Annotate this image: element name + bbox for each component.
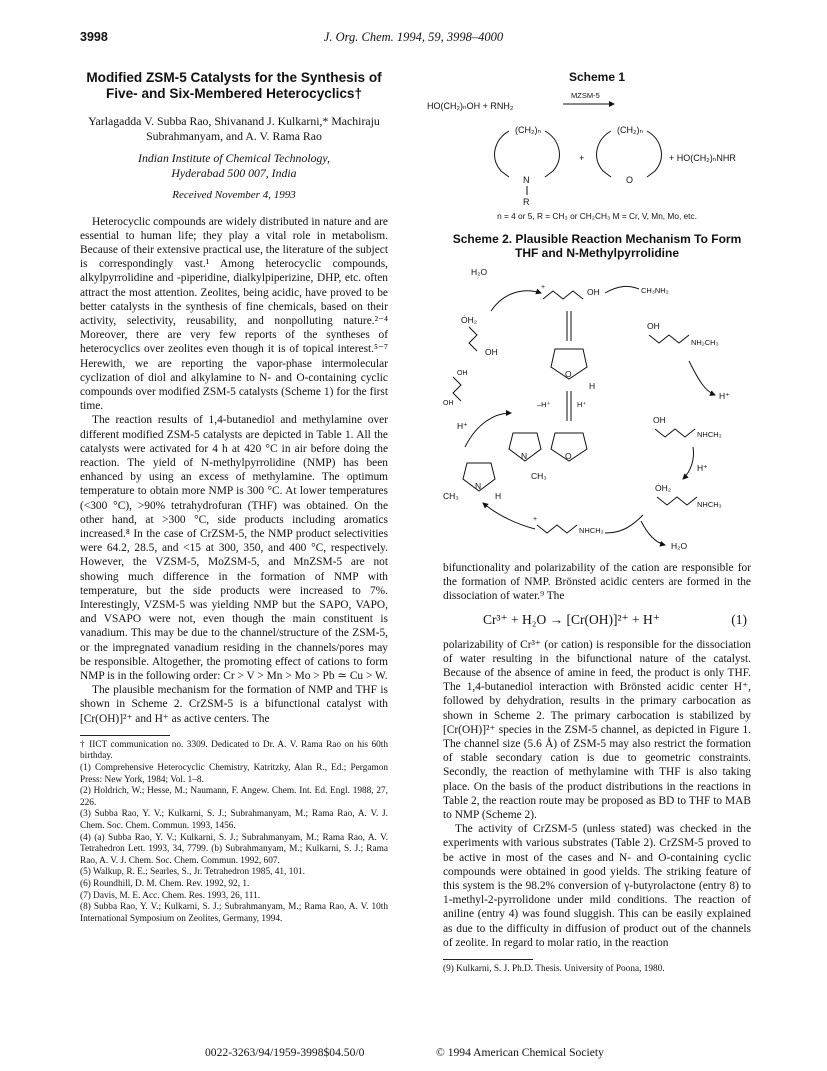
scheme1-catalyst: MZSM-5 xyxy=(571,90,600,100)
s2-chain-right-mid xyxy=(655,429,695,437)
institution-line-2: Hyderabad 500 007, India xyxy=(171,165,297,180)
s2-oh-left: OH xyxy=(485,346,498,357)
s2-h2o-bottom: H₂O xyxy=(671,540,688,551)
s2-oh-right: OH xyxy=(647,320,660,331)
footnote: (7) Davis, M. E. Acc. Chem. Res. 1993, 26, 111. xyxy=(80,890,261,901)
s2-oxonium-h: H xyxy=(589,380,596,391)
page-number: 3998 xyxy=(80,30,108,44)
body-paragraph: The reaction results of 1,4-butanediol and methylamine over different modified ZSM-5 catalysts are depicted in Table 1. All the catalysts were activated for 4 h at 420 °C in air before doing the reaction. The yield of N-methylpyrrolidine (NMP) has been enhanced by using an excess of methylamine. The optimum temperature to obtain more NMP is 300 °C. At lower temperatures (<300 °C), >90% tetrahydrofuran (THF) was obtained. On the other hand, at >300 °C, side products including aromatics increased.⁸ In the case of CrZSM-5, the NMP product selectivities were 64.2, 28.5, and <15 at 300, 350, and 400 °C, respectively. However, the VZSM-5, MoZSM-5, and MnZSM-5 are not showing much difference in the formation of NMP with temperature, but the side products were increased to 7%. Interestingly, VZSM-5 was yielding NMP but the SAPO, VAPO, and VSAPO were not, even though the main constituent is vanadium. This may be due to the channel/structure of the ZSM-5, or the impregnated vanadium residing in the channels/pores may be responsible. Altogether, the promoting effect of cations to form NMP is in the following order: Cr > V > Mn > Mo > Pb ≃ Cu > W. xyxy=(80,414,388,683)
s2-oxonium-o: O xyxy=(565,368,572,379)
s2-oh-left-mid-2: OH xyxy=(443,399,454,407)
footnote-divider xyxy=(443,959,533,960)
scheme1-ring-o-left xyxy=(597,131,611,177)
article-authors: Yarlagadda V. Subba Rao, Shivanand J. Kulkarni,* Machiraju Subrahmanyam, and A. V. Rama Rao xyxy=(88,114,380,143)
s2-plus-bottom: + xyxy=(533,515,538,523)
scheme1-ring-n-right xyxy=(545,131,559,177)
scheme1-ring-n-left xyxy=(495,131,509,177)
institution-line-1: Indian Institute of Chemical Technology, xyxy=(138,151,330,166)
body-paragraph: polarizability of Cr³⁺ (or cation) is responsible for the dissociation of water resulting in the bifunctional nature of the catalyst. Because of the absence of amine in feed, the product is only THF. The 1,4-butanediol interaction with Brönsted acidic center H⁺, followed by dehydration, results in the primary carbocation as shown in Scheme 2. The primary carbocation is stabilized by [Cr(OH)]²⁺ species in the ZSM-5 channel, as depicted in Figure 1. The channel size (5.6 Å) of ZSM-5 may also restrict the formation of stable secondary cation is due to geometric constraints. Secondly, the reaction of methylamine with THF is also taking place. On the basis of the product distributions in the reactions in Table 2, the reaction route may be proposed as BD to THF to MAB to NMP (Scheme 2). xyxy=(443,638,751,821)
s2-oh-left-mid: OH xyxy=(457,369,468,377)
received-date: Received November 4, 1993 xyxy=(172,189,296,202)
s2-arrow-top-right xyxy=(605,286,639,293)
s2-nh2ch3: NH₂CH₃ xyxy=(691,337,719,347)
right-column xyxy=(427,70,751,976)
body-paragraph: bifunctionality and polarizability of the cation are responsible for the formation of NMP. Brönsted acidic centers are formed in the dissociation of water.⁹ The xyxy=(443,561,751,603)
scheme1-reactants: HO(CH₂)ₙOH + RNH₂ xyxy=(427,100,514,111)
body-paragraph: The activity of CrZSM-5 (unless stated) was checked in the experiments with various substrates (Table 2). CrZSM-5 proved to be active in most of the cases and N- and O-containing cyclic compounds were obtained in good yields. The striking feature of this system is the 98.2% conversion of γ-butyrolactone (entry 8) to 1-methyl-2-pyrrolidone under mild conditions. The reaction of aniline (entry 4) was found sluggish. This can be easily explained as due to the difficulty in diffusion of product out of the channels of zeolite. In regard to molar ratio, in the reaction xyxy=(443,823,751,949)
s2-h2o-top: H₂O xyxy=(471,266,488,277)
scheme1-n-atom: N xyxy=(523,174,530,185)
equation-number: (1) xyxy=(731,612,747,628)
scheme1-ring-label: (CH₂)ₙ xyxy=(617,124,644,135)
s2-oh2-bottom: ȮH₂ xyxy=(655,482,672,493)
s2-nhch3-bottom: NHCH₃ xyxy=(579,525,604,535)
s2-nmp-n: N xyxy=(521,450,528,461)
s2-nhch3-right: NHCH₃ xyxy=(697,429,722,439)
scheme1-r-group: R xyxy=(523,196,530,207)
s2-arrow-right-mid xyxy=(683,447,694,479)
footer-copyright: © 1994 American Chemical Society xyxy=(436,1046,604,1059)
s2-chain-bottom xyxy=(537,525,577,533)
left-column xyxy=(80,70,388,925)
s2-ch3nh2: CH₃NH₂ xyxy=(641,285,669,295)
article-title: Modified ZSM-5 Catalysts for the Synthesis of Five- and Six-Membered Heterocyclics† xyxy=(86,70,382,101)
s2-plus: + xyxy=(541,283,546,291)
body-paragraph: Heterocyclic compounds are widely distributed in nature and are essential to human life; they play a vital role in metabolism. Because of their extensive practical use, the literature of the subject is correspondingly vast.¹ Among heterocyclic compounds, alkylpyrrolidine and -piperidine, dialkylpiperizine, DHP, etc. often attract the most attention. Zeolites, being acidic, have proved to be better catalysts in the synthesis of fine chemicals, based on their activity, selectivity, reusability, and nonpolluting nature.²⁻⁴ Moreover, there are very few reports of the syntheses of heterocyclics over zeolites even though it is of topical interest.⁵⁻⁷ Herewith, we are reporting the vapor-phase intermolecular cyclization of diol and alkylamine to N- and O-containing cyclic compounds over modified ZSM-5 catalysts (Scheme 1) for the first time. xyxy=(80,215,388,413)
scheme2-figure xyxy=(443,263,751,553)
footnote: (5) Walkup, R. E.; Searles, S., Jr. Tetrahedron 1985, 41, 101. xyxy=(80,867,305,878)
s2-arrow-left-mid xyxy=(465,413,511,447)
footnote: (8) Subba Rao, Y. V.; Kulkarni, S. J.; Subrahmanyam, M.; Rama Rao, A. V. 10th International Symposium on Zeolites, Germany, 1994. xyxy=(80,902,388,924)
scheme1-arrowhead xyxy=(609,101,615,107)
s2-oh-right-mid: OH xyxy=(653,414,666,425)
s2-chain-top xyxy=(543,291,583,299)
footnote-divider xyxy=(80,735,170,736)
footnote: (9) Kulkarni, S. J. Ph.D. Thesis. University of Poona, 1980. xyxy=(443,963,665,974)
s2-protonated-ch3: CH₃ xyxy=(443,490,459,501)
footnote: (1) Comprehensive Heterocyclic Chemistry, Katritzky, Alan R., Ed.; Pergamon Press: New York, 1984; Vol. 1–8. xyxy=(80,763,388,785)
s2-thf-o: O xyxy=(565,450,572,461)
s2-chain-right xyxy=(649,335,689,343)
s2-h-minus-plus: –H⁺ xyxy=(537,399,551,409)
scheme1-o-atom: O xyxy=(626,174,634,185)
s2-arrow-bottom-left xyxy=(483,503,538,529)
equation-1 xyxy=(443,613,751,627)
s2-h-plus-right-mid: H⁺ xyxy=(697,462,708,473)
s2-arrow-bottom-center xyxy=(605,515,643,533)
equation-text: Cr³⁺ + H₂O → [Cr(OH)]²⁺ + H⁺ xyxy=(483,612,660,628)
footnote: (2) Holdrich, W.; Hesse, M.; Naumann, F. Angew. Chem. Int. Ed. Engl. 1988, 27, 226. xyxy=(80,786,388,808)
scheme1-ring-o-right xyxy=(647,131,661,177)
scheme1-figure xyxy=(427,85,751,215)
footnote: (4) (a) Subba Rao, Y. V.; Kulkarni, S. J.; Subrahmanyam, M.; Rama Rao, A. V. Tetrahedron Lett. 1993, 34, 7799. (b) Subrahmanyam, M.; Kulkarni, S. J.; Rama Rao, A. V. J. Chem. Soc. Chem. Commun. 1992, 607. xyxy=(80,832,388,866)
s2-oh-top: OH xyxy=(587,286,600,297)
s2-oh2-left: ȮH₂ xyxy=(461,314,478,325)
s2-chain-left-mid xyxy=(453,377,461,401)
article-institution xyxy=(80,151,388,180)
s2-chain-bottom-right xyxy=(657,497,697,505)
s2-protonated-n: N xyxy=(475,480,482,491)
s2-chain-left xyxy=(469,327,477,351)
body-paragraph: The plausible mechanism for the formation of NMP and THF is shown in Scheme 2. CrZSM-5 is a bifunctional catalyst with [Cr(OH)]²⁺ and H⁺ as active centers. The xyxy=(80,684,388,725)
footer-code: 0022-3263/94/1959-3998$04.50/0 xyxy=(205,1046,365,1059)
footnote: (6) Roundhill, D. M. Chem. Rev. 1992, 92, 1. xyxy=(80,879,250,890)
scheme1-byproduct: + HO(CH₂)ₙNHR xyxy=(669,152,736,163)
s2-h-plus-right: H⁺ xyxy=(719,390,730,401)
journal-header: J. Org. Chem. 1994, 59, 3998–4000 xyxy=(323,30,504,44)
scheme1-title: Scheme 1 xyxy=(568,70,626,84)
s2-nhch3-bottom-right: NHCH₃ xyxy=(697,499,722,509)
s2-h-plus-center: H⁺ xyxy=(577,399,587,409)
scheme1-plus: + xyxy=(579,152,585,163)
s2-arrow-top-left xyxy=(491,290,541,310)
s2-arrow-bottom-right xyxy=(641,521,665,545)
s2-h-plus-left: H⁺ xyxy=(457,420,468,431)
footnote: (3) Subba Rao, Y. V.; Kulkarni, S. J.; Subrahmanyam, M.; Rama Rao, A. V. J. Chem. Soc. Chem. Commun. 1993, 1456. xyxy=(80,809,388,832)
s2-arrow-right xyxy=(689,361,715,395)
s2-protonated-h: H xyxy=(495,490,502,501)
scheme1-ring-label: (CH₂)ₙ xyxy=(515,124,542,135)
scheme2-title: Scheme 2. Plausible Reaction Mechanism To Form THF and N-Methylpyrrolidine xyxy=(452,231,742,261)
s2-nmp-ch3: CH₃ xyxy=(531,470,547,481)
footnote: † IICT communication no. 3309. Dedicated to Dr. A. V. Rama Rao on his 60th birthday. xyxy=(80,739,388,762)
scheme1-note: n = 4 or 5, R = CH₃ or CH₂CH₃ M = Cr, V, Mn, Mo, etc. xyxy=(497,210,697,221)
